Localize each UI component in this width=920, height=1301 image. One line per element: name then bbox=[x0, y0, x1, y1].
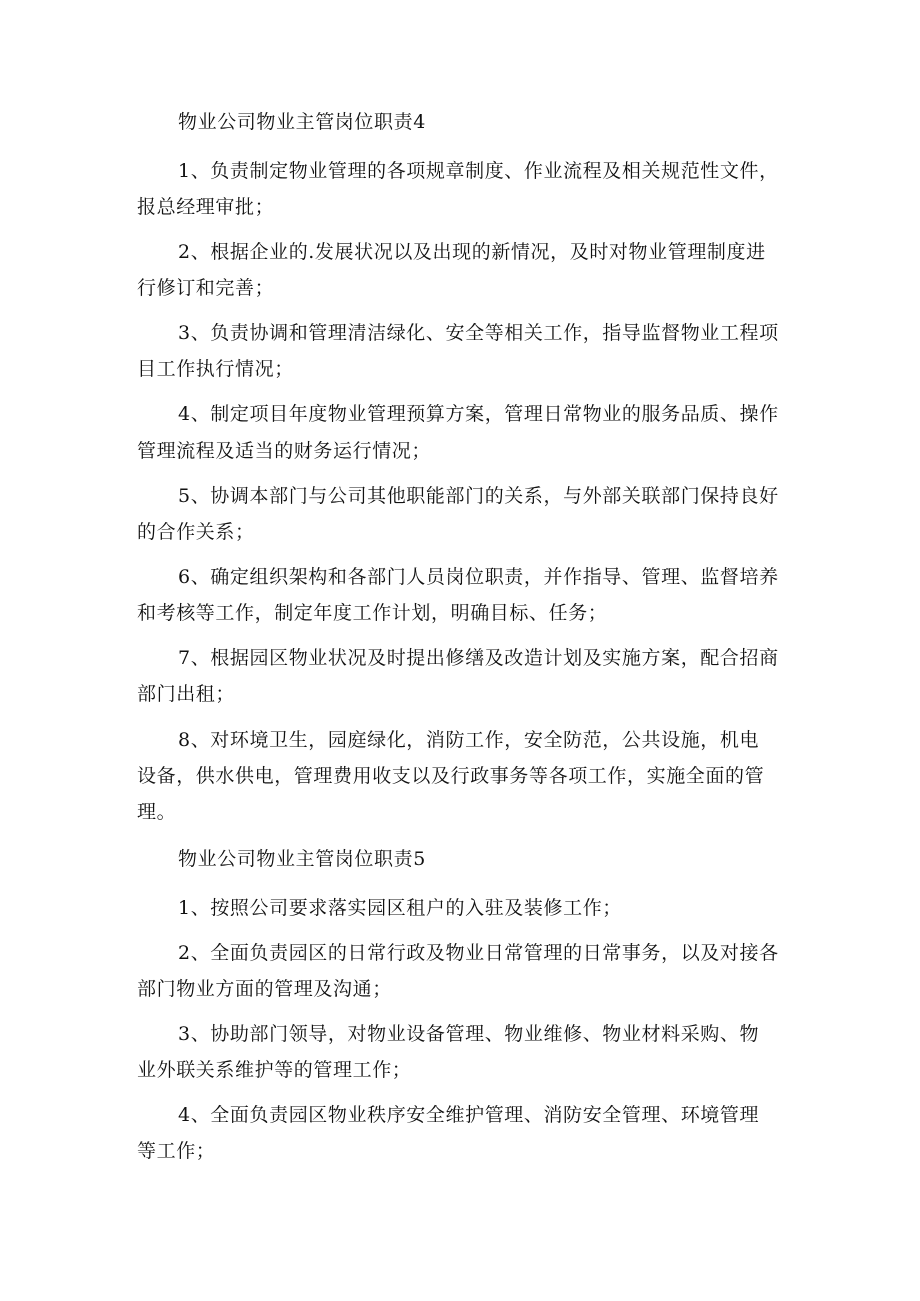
section-4-item-8-line-1: 8、对环境卫生，园庭绿化，消防工作，安全防范，公共设施，机电 bbox=[178, 729, 760, 751]
section-5-item-3-line-2: 业外联关系维护等的管理工作； bbox=[137, 1059, 412, 1081]
section-5-heading: 物业公司物业主管岗位职责5 bbox=[178, 848, 426, 870]
section-4-item-5-line-2: 的合作关系； bbox=[137, 521, 255, 543]
section-5-item-4-line-2: 等工作； bbox=[137, 1140, 216, 1162]
section-5-item-3-line-1: 3、协助部门领导，对物业设备管理、物业维修、物业材料采购、物 bbox=[178, 1023, 760, 1045]
section-4-item-3-line-2: 目工作执行情况； bbox=[137, 358, 294, 380]
section-5-item-1-line-1: 1、按照公司要求落实园区租户的入驻及装修工作； bbox=[178, 897, 622, 919]
section-4-item-1-line-1: 1、负责制定物业管理的各项规章制度、作业流程及相关规范性文件， bbox=[178, 160, 779, 182]
section-4-item-7-line-1: 7、根据园区物业状况及时提出修缮及改造计划及实施方案，配合招商 bbox=[178, 647, 779, 669]
section-4-item-8-line-2: 设备，供水供电，管理费用收支以及行政事务等各项工作，实施全面的管 bbox=[137, 765, 765, 787]
section-4-item-5-line-1: 5、协调本部门与公司其他职能部门的关系，与外部关联部门保持良好 bbox=[178, 485, 779, 507]
section-5-item-2-line-2: 部门物业方面的管理及沟通； bbox=[137, 978, 392, 1000]
section-4-item-6-line-2: 和考核等工作，制定年度工作计划，明确目标、任务； bbox=[137, 602, 608, 624]
section-4-item-1-line-2: 报总经理审批； bbox=[137, 196, 275, 218]
section-4-item-6-line-1: 6、确定组织架构和各部门人员岗位职责，并作指导、管理、监督培养 bbox=[178, 566, 779, 588]
section-4-item-4-line-2: 管理流程及适当的财务运行情况； bbox=[137, 440, 432, 462]
section-5-item-4-line-1: 4、全面负责园区物业秩序安全维护管理、消防安全管理、环境管理 bbox=[178, 1104, 760, 1126]
section-5-item-2-line-1: 2、全面负责园区的日常行政及物业日常管理的日常事务，以及对接各 bbox=[178, 942, 779, 964]
section-4-item-2-line-2: 行修订和完善； bbox=[137, 277, 275, 299]
section-4-item-8-line-3: 理。 bbox=[137, 801, 177, 823]
section-4-item-7-line-2: 部门出租； bbox=[137, 683, 236, 705]
section-4-heading: 物业公司物业主管岗位职责4 bbox=[178, 111, 426, 133]
section-4-item-2-line-1: 2、根据企业的.发展状况以及出现的新情况，及时对物业管理制度进 bbox=[178, 241, 766, 263]
section-4-item-3-line-1: 3、负责协调和管理清洁绿化、安全等相关工作，指导监督物业工程项 bbox=[178, 322, 779, 344]
section-4-item-4-line-1: 4、制定项目年度物业管理预算方案，管理日常物业的服务品质、操作 bbox=[178, 403, 779, 425]
